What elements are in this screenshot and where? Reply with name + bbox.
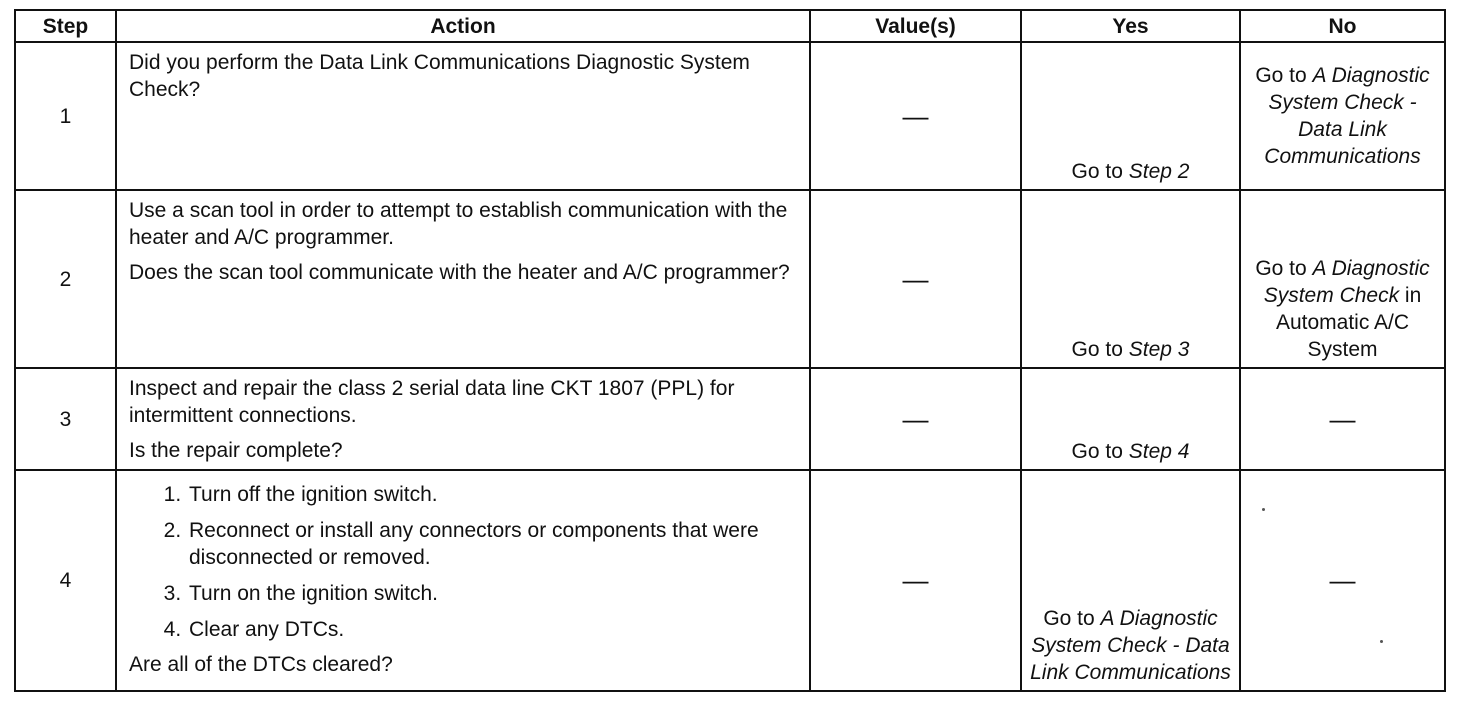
yes-cell (1021, 190, 1240, 368)
action-question: Does the scan tool communicate with the heater and A/C programmer? (129, 261, 790, 285)
step-number: 1 (15, 42, 116, 190)
action-text: Did you perform the Data Link Communications Diagnostic System Check? (129, 51, 750, 101)
no-prefix: Go to (1255, 64, 1313, 88)
step-number: 2 (15, 190, 116, 368)
scan-speck (1262, 508, 1265, 511)
header-row (15, 10, 1445, 42)
no-target-link[interactable]: A Diagnostic System Check - Data Link Communications (1264, 64, 1430, 169)
action-question: Are all of the DTCs cleared? (129, 653, 393, 677)
yes-target-link[interactable]: Step 4 (1128, 440, 1190, 464)
procedure-step: 4. Clear any DTCs. (187, 616, 799, 643)
action-cell (116, 190, 810, 368)
action-cell (116, 368, 810, 470)
action-cell (116, 42, 810, 190)
action-question: Is the repair complete? (129, 439, 343, 462)
yes-target-link[interactable]: A Diagnostic System Check - Data Link Communications (1030, 607, 1231, 684)
header-no: No (1240, 10, 1445, 42)
yes-prefix: Go to (1043, 607, 1101, 630)
header-step: Step (15, 10, 116, 42)
yes-prefix: Go to (1071, 160, 1129, 184)
procedure-step: 1. Turn off the ignition switch. (187, 481, 799, 508)
no-cell (1240, 190, 1445, 368)
table-row (15, 368, 1445, 470)
header-values: Value(s) (810, 10, 1021, 42)
yes-prefix: Go to (1071, 338, 1129, 361)
no-target-link[interactable]: A Diagnostic System Check (1263, 257, 1430, 307)
header-yes: Yes (1021, 10, 1240, 42)
procedure-step: 2. Reconnect or install any connectors or components that were disconnected or removed. (187, 517, 799, 571)
no-suffix: in Automatic A/C System (1275, 284, 1422, 361)
diagnostic-table (14, 9, 1446, 692)
no-prefix: Go to (1255, 257, 1313, 280)
yes-target-link[interactable]: Step 3 (1128, 338, 1190, 361)
yes-target-link[interactable]: Step 2 (1128, 160, 1190, 184)
yes-cell (1021, 42, 1240, 190)
header-action: Action (116, 10, 810, 42)
value-cell: — (810, 42, 1021, 190)
value-cell: — (810, 470, 1021, 691)
yes-prefix: Go to (1071, 440, 1129, 464)
no-cell (1240, 42, 1445, 190)
no-cell: — (1240, 368, 1445, 470)
yes-cell (1021, 368, 1240, 470)
step-number: 4 (15, 470, 116, 691)
step-number: 3 (15, 368, 116, 470)
table-row (15, 190, 1445, 368)
procedure-list (129, 481, 799, 643)
scan-speck (1380, 640, 1383, 643)
procedure-step: 3. Turn on the ignition switch. (187, 580, 799, 607)
yes-cell (1021, 470, 1240, 691)
value-cell: — (810, 368, 1021, 470)
action-cell (116, 470, 810, 691)
value-cell: — (810, 190, 1021, 368)
action-text: Use a scan tool in order to attempt to establish communication with the heater and A/C programmer. (129, 199, 788, 250)
no-cell: — (1240, 470, 1445, 691)
table-row (15, 470, 1445, 691)
action-text: Inspect and repair the class 2 serial data line CKT 1807 (PPL) for intermittent connections. (129, 377, 735, 427)
table-row (15, 42, 1445, 190)
